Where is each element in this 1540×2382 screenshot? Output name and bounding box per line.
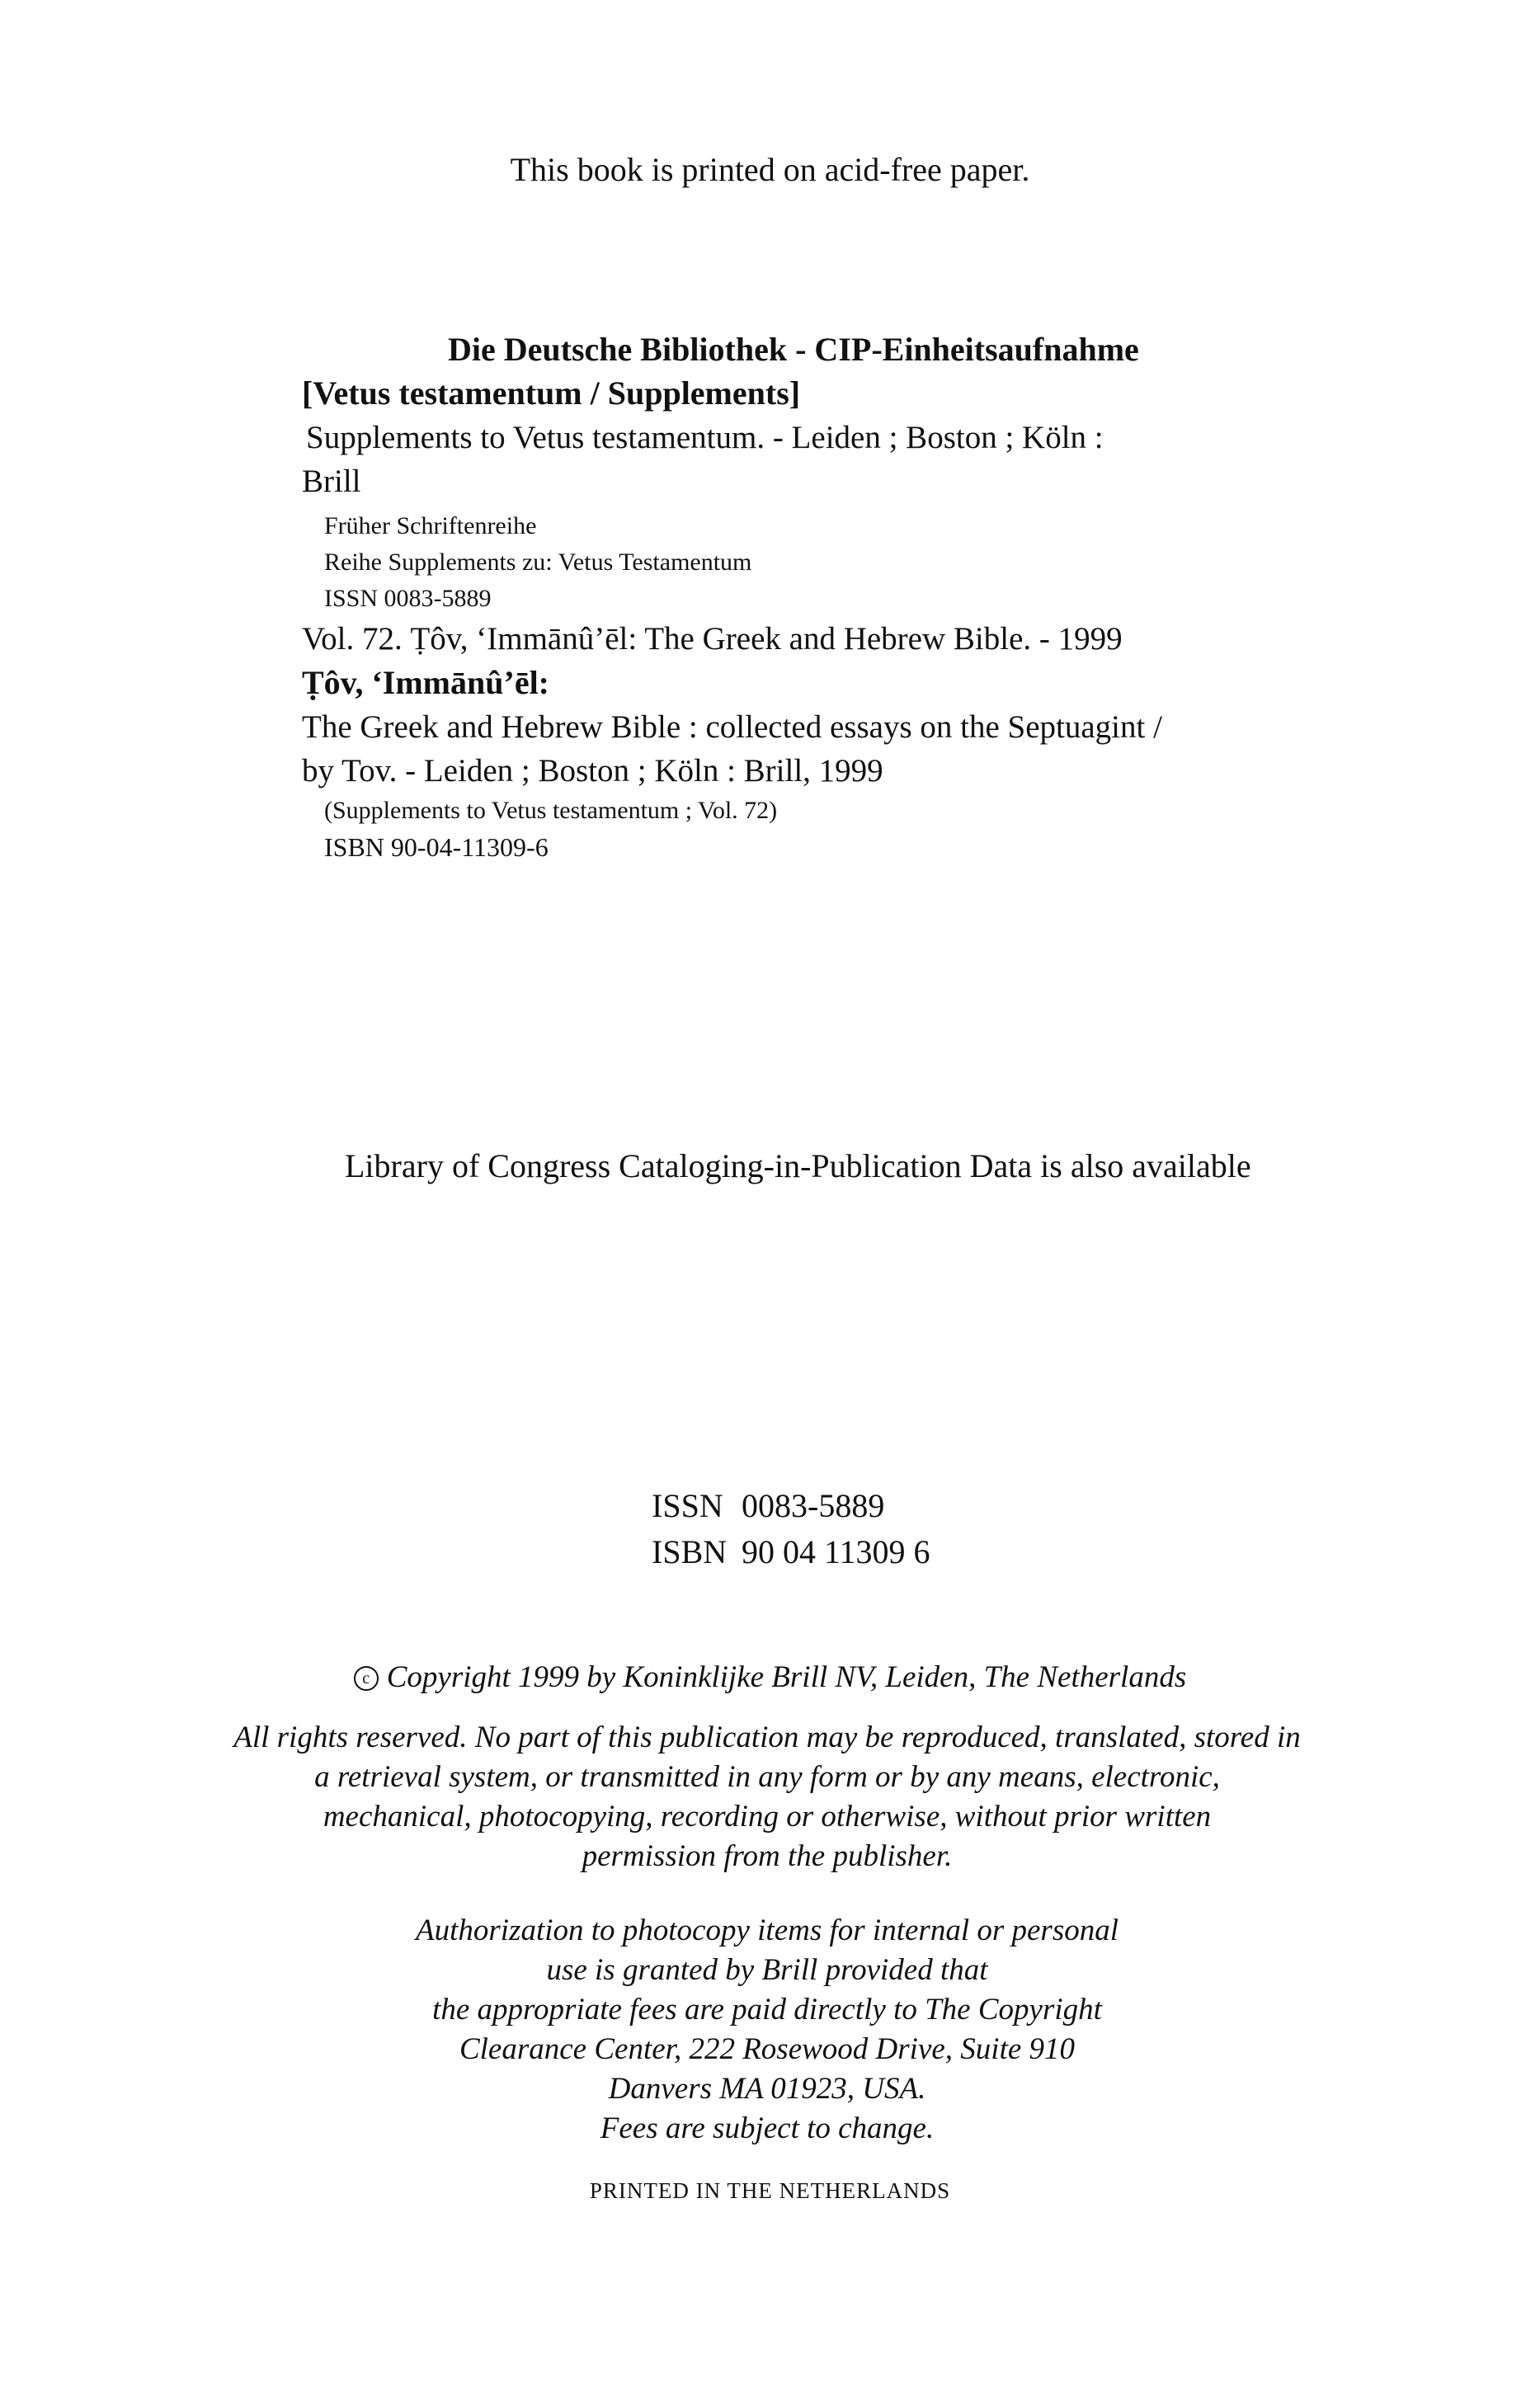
issn-label: ISSN <box>652 1487 723 1524</box>
issn-row <box>652 1483 930 1529</box>
isbn-label: ISBN <box>652 1533 728 1570</box>
cip-series-title: Reihe Supplements zu: Vetus Testamentum <box>324 548 752 576</box>
acid-free-notice: This book is printed on acid-free paper. <box>510 151 1030 188</box>
authorization-line: Danvers MA 01923, USA. <box>608 2072 926 2106</box>
cip-isbn: ISBN 90-04-11309-6 <box>324 832 549 862</box>
authorization-line: Clearance Center, 222 Rosewood Drive, Suite 910 <box>459 2032 1076 2066</box>
authorization-line: Fees are subject to change. <box>600 2111 935 2145</box>
photocopy-authorization <box>280 1911 1254 2149</box>
cip-series-heading: [Vetus testamentum / Supplements] <box>302 374 801 412</box>
rights-line: All rights reserved. No part of this publication may be reproduced, translated, stored in <box>233 1721 1301 1754</box>
loc-notice: Library of Congress Cataloging-in-Publication Data is also available <box>345 1147 1251 1184</box>
isbn-row <box>652 1529 930 1575</box>
cip-imprint-line: by Tov. - Leiden ; Boston ; Köln : Brill, 1999 <box>302 753 883 789</box>
cip-earlier-series: Früher Schriftenreihe <box>324 512 537 539</box>
cip-publisher-line: Brill <box>302 464 361 499</box>
authorization-line: Authorization to photocopy items for internal or personal <box>415 1914 1119 1947</box>
rights-line: permission from the publisher. <box>582 1839 953 1873</box>
cip-series-issn: ISSN 0083-5889 <box>324 585 492 612</box>
copyright-line <box>0 1658 1540 1697</box>
copyright-icon: c <box>354 1666 379 1691</box>
cip-series-line: Supplements to Vetus testamentum. - Leiden ; Boston ; Köln : <box>306 420 1104 455</box>
authorization-line: the appropriate fees are paid directly to The Copyright <box>432 1993 1102 2027</box>
cip-series-note: (Supplements to Vetus testamentum ; Vol. 72) <box>324 797 778 824</box>
standard-numbers <box>652 1483 930 1575</box>
printed-in-notice: PRINTED IN THE NETHERLANDS <box>589 2178 951 2203</box>
authorization-line: use is granted by Brill provided that <box>546 1953 988 1987</box>
cip-volume-line: Vol. 72. Ṭôv, ‘Immānû’ēl: The Greek and Hebrew Bible. - 1999 <box>302 621 1123 657</box>
rights-reserved <box>214 1718 1320 1876</box>
rights-line: a retrieval system, or transmitted in any form or by any means, electronic, <box>314 1760 1220 1794</box>
isbn-value: 90 04 11309 6 <box>742 1533 930 1570</box>
cip-author-heading: Ṭôv, ‘Immānû’ēl: <box>302 664 549 701</box>
copyright-text: Copyright 1999 by Koninklijke Brill NV, Leiden, The Netherlands <box>386 1660 1187 1694</box>
rights-line: mechanical, photocopying, recording or otherwise, without prior written <box>323 1800 1212 1834</box>
issn-value: 0083-5889 <box>742 1487 885 1524</box>
cip-heading: Die Deutsche Bibliothek - CIP-Einheitsaufnahme <box>448 331 1139 368</box>
cip-record <box>302 328 1292 865</box>
cip-title-line: The Greek and Hebrew Bible : collected essays on the Septuagint / <box>302 709 1162 745</box>
